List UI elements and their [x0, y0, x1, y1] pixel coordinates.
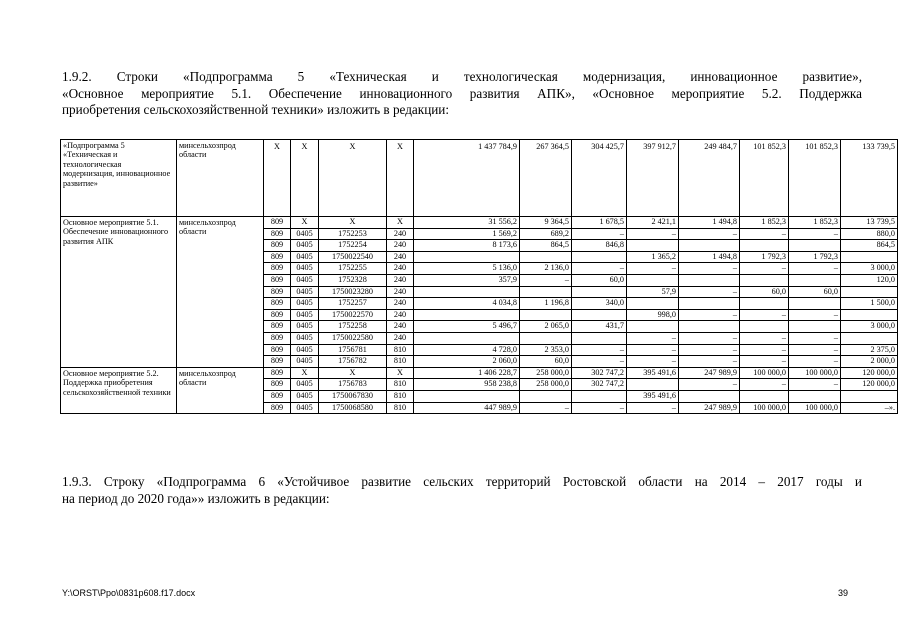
table-cell: 2 060,0 — [414, 356, 520, 368]
table-cell: 846,8 — [572, 240, 627, 252]
table-cell: 0405 — [291, 390, 319, 402]
table-cell — [414, 332, 520, 344]
table-cell: X — [387, 140, 414, 217]
table-cell — [627, 240, 679, 252]
table-cell: – — [679, 286, 740, 298]
table-cell: 1750067830 — [319, 390, 387, 402]
table-cell: 689,2 — [520, 228, 572, 240]
table-cell: 0405 — [291, 228, 319, 240]
table-cell — [520, 251, 572, 263]
table-cell: X — [387, 367, 414, 379]
table-row-program-5 — [61, 140, 898, 217]
paragraph-line: 1.9.2. Строки «Подпрограмма 5 «Техническая и технологическая модернизация, инновационное развитие», — [62, 69, 862, 84]
table-cell: 60,0 — [572, 274, 627, 286]
table-cell: 809 — [264, 379, 291, 391]
table-cell: – — [789, 228, 841, 240]
table-cell: 0405 — [291, 344, 319, 356]
table-cell: 4 034,8 — [414, 298, 520, 310]
table-cell: 1 494,8 — [679, 251, 740, 263]
table-cell: 1750022570 — [319, 309, 387, 321]
table-cell: 1 852,3 — [789, 217, 841, 229]
table-cell: 100 000,0 — [740, 367, 789, 379]
table-cell — [572, 286, 627, 298]
table-cell: X — [291, 367, 319, 379]
table-cell: – — [740, 356, 789, 368]
table-cell: 1756782 — [319, 356, 387, 368]
table-cell: 4 728,0 — [414, 344, 520, 356]
paragraph-line: «Основное мероприятие 5.1. Обеспечение инновационного развития АПК», «Основное мероприятие 5.2. Поддержка — [62, 85, 862, 101]
table-cell: – — [789, 332, 841, 344]
table-cell — [627, 379, 679, 391]
table-cell: 302 747,2 — [572, 367, 627, 379]
table-cell: 0405 — [291, 251, 319, 263]
table-cell: 0405 — [291, 263, 319, 275]
program-executor: минсельхозпрод области — [177, 140, 264, 217]
table-cell: 0405 — [291, 274, 319, 286]
table-cell: 8 173,6 — [414, 240, 520, 252]
table-cell: 2 421,1 — [627, 217, 679, 229]
table-cell: 120 000,0 — [841, 367, 898, 379]
table-cell: 302 747,2 — [572, 379, 627, 391]
table-cell: 5 136,0 — [414, 263, 520, 275]
table-cell: – — [572, 263, 627, 275]
table-cell: X — [291, 140, 319, 217]
table-cell — [841, 286, 898, 298]
table-cell: – — [627, 402, 679, 414]
table-cell: 810 — [387, 402, 414, 414]
table-cell — [679, 321, 740, 333]
table-cell: – — [679, 356, 740, 368]
table-cell — [414, 390, 520, 402]
table-cell: 809 — [264, 344, 291, 356]
table-cell: 395 491,6 — [627, 390, 679, 402]
table-cell: 1752257 — [319, 298, 387, 310]
table-row — [61, 217, 898, 229]
table-cell: 240 — [387, 332, 414, 344]
table-cell: – — [679, 332, 740, 344]
table-cell: 100 000,0 — [740, 402, 789, 414]
table-cell: 304 425,7 — [572, 140, 627, 217]
table-cell: 258 000,0 — [520, 379, 572, 391]
table-cell: 1750023280 — [319, 286, 387, 298]
table-cell: – — [520, 402, 572, 414]
table-cell: 240 — [387, 228, 414, 240]
table-cell — [841, 251, 898, 263]
table-cell: 0405 — [291, 309, 319, 321]
table-cell: 1 494,8 — [679, 217, 740, 229]
table-cell — [520, 309, 572, 321]
table-cell: 9 364,5 — [520, 217, 572, 229]
table-cell: – — [627, 228, 679, 240]
table-cell: 864,5 — [520, 240, 572, 252]
budget-table — [60, 139, 898, 414]
table-cell: 397 912,7 — [627, 140, 679, 217]
table-cell: – — [627, 332, 679, 344]
table-cell: 1752255 — [319, 263, 387, 275]
table-cell: 809 — [264, 321, 291, 333]
table-cell: 133 739,5 — [841, 140, 898, 217]
table-cell: 0405 — [291, 356, 319, 368]
table-cell: 2 136,0 — [520, 263, 572, 275]
footer-page-number: 39 — [838, 588, 849, 598]
table-cell: 2 000,0 — [841, 356, 898, 368]
table-cell — [679, 240, 740, 252]
table-cell: 0405 — [291, 298, 319, 310]
table-cell — [789, 321, 841, 333]
table-cell: 2 065,0 — [520, 321, 572, 333]
table-cell — [789, 274, 841, 286]
table-cell — [740, 298, 789, 310]
table-cell: 60,0 — [740, 286, 789, 298]
table-cell: 1 406 228,7 — [414, 367, 520, 379]
table-cell — [789, 240, 841, 252]
table-cell: 809 — [264, 356, 291, 368]
table-cell: – — [740, 379, 789, 391]
table-cell: – — [789, 356, 841, 368]
table-cell — [841, 332, 898, 344]
table-cell — [520, 390, 572, 402]
table-row — [61, 367, 898, 379]
table-cell: X — [387, 217, 414, 229]
table-cell: X — [291, 217, 319, 229]
table-cell: 0405 — [291, 379, 319, 391]
table-cell — [679, 274, 740, 286]
table-cell: 1752258 — [319, 321, 387, 333]
table-cell — [520, 332, 572, 344]
table-cell: – — [627, 263, 679, 275]
table-cell: 447 989,9 — [414, 402, 520, 414]
table-cell: 0405 — [291, 332, 319, 344]
event-executor: минсельхозпрод области — [177, 367, 264, 413]
table-cell: 100 000,0 — [789, 402, 841, 414]
table-cell: – — [789, 309, 841, 321]
table-cell: 0405 — [291, 321, 319, 333]
paragraph-line: 1.9.3. Строку «Подпрограмма 6 «Устойчивое развитие сельских территорий Ростовской области на 2014 – 2017 годы и — [62, 474, 862, 489]
table-cell: 2 353,0 — [520, 344, 572, 356]
table-cell — [789, 298, 841, 310]
table-cell: – — [679, 309, 740, 321]
table-cell: 1752328 — [319, 274, 387, 286]
table-cell: 809 — [264, 309, 291, 321]
table-cell: 240 — [387, 298, 414, 310]
table-cell: 240 — [387, 309, 414, 321]
table-cell: 1756783 — [319, 379, 387, 391]
table-cell: 100 000,0 — [789, 367, 841, 379]
table-cell: X — [319, 140, 387, 217]
table-cell: – — [740, 309, 789, 321]
table-cell: 1750022540 — [319, 251, 387, 263]
table-cell: 120,0 — [841, 274, 898, 286]
table-cell: – — [572, 402, 627, 414]
table-cell: – — [572, 356, 627, 368]
table-cell: 1 569,2 — [414, 228, 520, 240]
table-cell: 1 500,0 — [841, 298, 898, 310]
table-cell: 809 — [264, 228, 291, 240]
event-name: Основное мероприятие 5.2. Поддержка приобретения сельскохозяйственной техники — [61, 367, 177, 413]
table-cell: 267 364,5 — [520, 140, 572, 217]
table-cell: 3 000,0 — [841, 263, 898, 275]
table-cell: 13 739,5 — [841, 217, 898, 229]
table-cell: 998,0 — [627, 309, 679, 321]
table-cell: 31 556,2 — [414, 217, 520, 229]
table-cell: 240 — [387, 286, 414, 298]
table-cell: 810 — [387, 344, 414, 356]
table-cell: 240 — [387, 263, 414, 275]
table-cell: – — [679, 263, 740, 275]
table-cell — [740, 274, 789, 286]
table-cell: 240 — [387, 240, 414, 252]
table-cell: 240 — [387, 251, 414, 263]
table-cell: 240 — [387, 274, 414, 286]
table-cell: 1 196,8 — [520, 298, 572, 310]
table-cell: 809 — [264, 251, 291, 263]
table-cell: 101 852,3 — [789, 140, 841, 217]
table-cell: 240 — [387, 321, 414, 333]
table-cell: 864,5 — [841, 240, 898, 252]
table-cell: – — [740, 332, 789, 344]
table-cell: 258 000,0 — [520, 367, 572, 379]
table-cell — [414, 251, 520, 263]
table-cell — [520, 286, 572, 298]
table-cell: 880,0 — [841, 228, 898, 240]
table-cell: – — [627, 344, 679, 356]
table-cell: – — [572, 344, 627, 356]
table-cell — [572, 390, 627, 402]
table-cell: 247 989,9 — [679, 367, 740, 379]
table-cell: X — [319, 217, 387, 229]
table-cell: – — [679, 344, 740, 356]
table-cell: 809 — [264, 298, 291, 310]
table-cell — [572, 309, 627, 321]
table-cell — [572, 332, 627, 344]
table-cell — [414, 286, 520, 298]
table-cell: – — [740, 263, 789, 275]
table-cell: 1 678,5 — [572, 217, 627, 229]
table-cell: – — [520, 274, 572, 286]
table-cell: 809 — [264, 402, 291, 414]
table-cell: 809 — [264, 263, 291, 275]
table-cell: 809 — [264, 217, 291, 229]
table-cell: 1 792,3 — [789, 251, 841, 263]
footer-file-path: Y:\ORST\Ppo\0831p608.f17.docx — [62, 588, 196, 598]
table-cell: 809 — [264, 367, 291, 379]
table-cell — [627, 274, 679, 286]
table-cell: – — [789, 263, 841, 275]
table-cell — [572, 251, 627, 263]
table-cell — [841, 309, 898, 321]
table-cell: 1752254 — [319, 240, 387, 252]
table-cell: 809 — [264, 274, 291, 286]
table-cell: 1756781 — [319, 344, 387, 356]
paragraph-line: приобретения сельскохозяйственной техники» изложить в редакции: — [62, 102, 450, 117]
table-cell: X — [319, 367, 387, 379]
table-cell: 1 852,3 — [740, 217, 789, 229]
table-cell: – — [740, 344, 789, 356]
paragraph-line: на период до 2020 года»» изложить в редакции: — [62, 490, 330, 506]
table-cell: 810 — [387, 356, 414, 368]
table-cell — [740, 390, 789, 402]
table-cell: 395 491,6 — [627, 367, 679, 379]
table-cell: 60,0 — [520, 356, 572, 368]
table-cell: 0405 — [291, 402, 319, 414]
table-cell — [414, 309, 520, 321]
table-cell: 101 852,3 — [740, 140, 789, 217]
table-cell: – — [789, 379, 841, 391]
table-cell: 810 — [387, 379, 414, 391]
table-cell: 60,0 — [789, 286, 841, 298]
table-cell: – — [679, 228, 740, 240]
paragraph-1-9-3 — [62, 474, 862, 507]
table-cell: 1 365,2 — [627, 251, 679, 263]
table-cell: 1750022580 — [319, 332, 387, 344]
table-cell: 1750068580 — [319, 402, 387, 414]
table-cell: 247 989,9 — [679, 402, 740, 414]
table-cell: X — [264, 140, 291, 217]
table-cell — [740, 240, 789, 252]
table-cell: 809 — [264, 286, 291, 298]
table-cell: –». — [841, 402, 898, 414]
table-cell — [627, 298, 679, 310]
paragraph-1-9-2 — [62, 69, 862, 119]
event-name: Основное мероприятие 5.1. Обеспечение инновационного развития АПК — [61, 217, 177, 368]
table-cell — [679, 390, 740, 402]
table-cell: 431,7 — [572, 321, 627, 333]
table-cell: 249 484,7 — [679, 140, 740, 217]
table-cell: – — [627, 356, 679, 368]
table-cell: 1752253 — [319, 228, 387, 240]
table-cell: – — [740, 228, 789, 240]
table-cell — [740, 321, 789, 333]
table-cell: 1 792,3 — [740, 251, 789, 263]
table-cell — [789, 390, 841, 402]
table-cell — [841, 390, 898, 402]
table-cell: 809 — [264, 240, 291, 252]
table-cell: 57,9 — [627, 286, 679, 298]
table-cell: – — [789, 344, 841, 356]
table-cell: 120 000,0 — [841, 379, 898, 391]
table-cell: 0405 — [291, 286, 319, 298]
table-cell: 810 — [387, 390, 414, 402]
table-cell: 0405 — [291, 240, 319, 252]
table-cell: 1 437 784,9 — [414, 140, 520, 217]
program-name: «Подпрограмма 5 «Техническая и технологическая модернизация, инновационное развитие» — [61, 140, 177, 217]
table-cell: 5 496,7 — [414, 321, 520, 333]
table-cell: – — [679, 379, 740, 391]
table-cell: 340,0 — [572, 298, 627, 310]
table-cell: 357,9 — [414, 274, 520, 286]
table-cell: 809 — [264, 390, 291, 402]
table-cell: 2 375,0 — [841, 344, 898, 356]
event-executor: минсельхозпрод области — [177, 217, 264, 368]
table-cell — [627, 321, 679, 333]
table-cell: 809 — [264, 332, 291, 344]
table-cell: 3 000,0 — [841, 321, 898, 333]
table-cell: 958 238,8 — [414, 379, 520, 391]
table-cell — [679, 298, 740, 310]
table-cell: – — [572, 228, 627, 240]
